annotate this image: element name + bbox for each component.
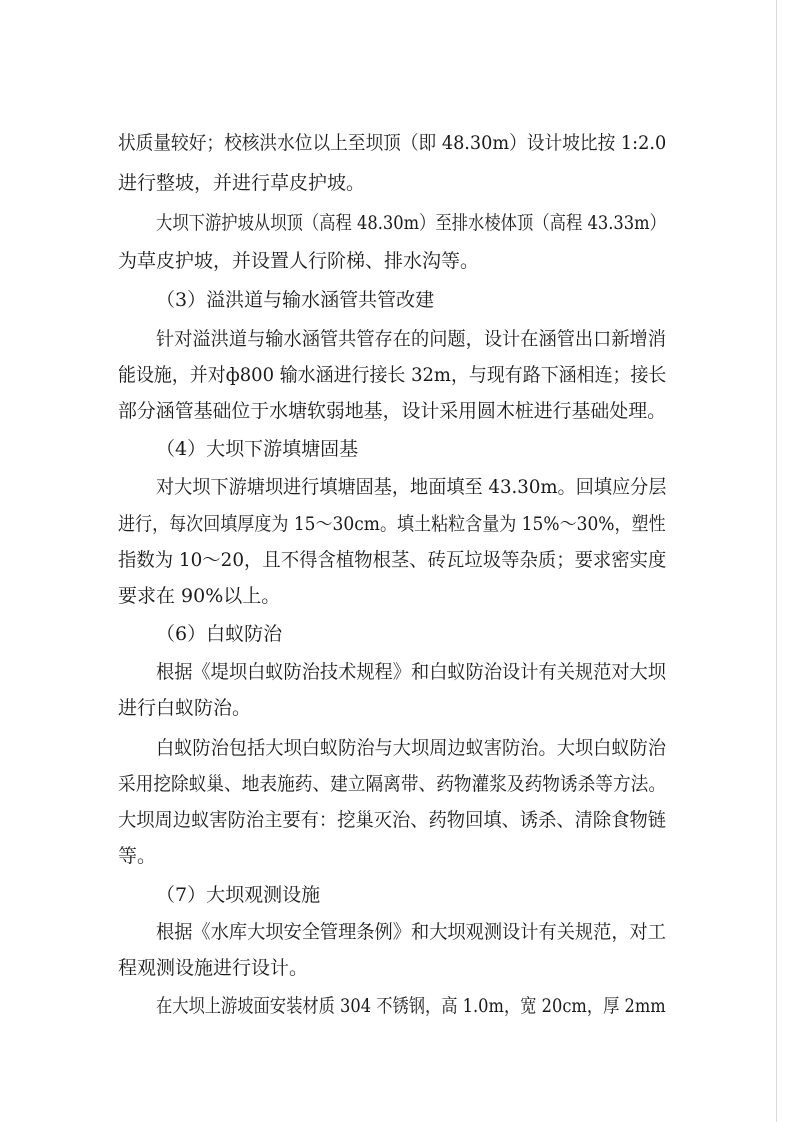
text-line — [0, 736, 793, 760]
line-text: 采用挖除蚁巢、地表施药、建立隔离带、药物灌浆及药物诱杀等方法。 — [118, 773, 667, 795]
line-text: 大坝下游护坡从坝顶（高程 48.30m）至排水棱体顶（高程 43.33m） — [156, 212, 666, 234]
text-line — [0, 399, 793, 423]
text-line — [0, 211, 793, 235]
heading-text: （7）大坝观测设施 — [156, 884, 321, 906]
text-line — [0, 548, 793, 572]
text-line — [0, 808, 793, 832]
line-text: 部分涵管基础位于水塘软弱地基，设计采用圆木桩进行基础处理。 — [118, 400, 667, 422]
text-line — [0, 584, 793, 608]
line-text: 在大坝上游坡面安装材质 304 不锈钢，高 1.0m，宽 20cm，厚 2mm — [156, 995, 666, 1017]
line-text: 大坝周边蚁害防治主要有：挖巢灭治、药物回填、诱杀、清除食物链 — [118, 809, 667, 831]
line-text: 能设施，并对ф800 输水涵进行接长 32m，与现有路下涵相连；接长 — [118, 364, 667, 386]
line-text: 程观测设施进行设计。 — [118, 957, 309, 979]
line-text: 根据《水库大坝安全管理条例》和大坝观测设计有关规范，对工 — [156, 921, 666, 943]
text-line — [0, 131, 793, 155]
text-line — [0, 171, 793, 195]
line-text: 根据《堤坝白蚁防治技术规程》和白蚁防治设计有关规范对大坝 — [156, 661, 666, 683]
text-line — [0, 512, 793, 536]
text-line — [0, 363, 793, 387]
line-text: 白蚁防治包括大坝白蚁防治与大坝周边蚁害防治。大坝白蚁防治 — [156, 737, 666, 759]
line-text: 状质量较好；校核洪水位以上至坝顶（即 48.30m）设计坡比按 1:2.0 — [118, 132, 667, 154]
line-text: 指数为 10～20，且不得含植物根茎、砖瓦垃圾等杂质；要求密实度 — [118, 549, 667, 571]
text-line — [0, 475, 793, 499]
text-line — [0, 920, 793, 944]
text-line — [0, 844, 793, 868]
text-line — [0, 956, 793, 980]
line-text: 进行整坡，并进行草皮护坡。 — [118, 172, 366, 194]
heading-text: （4）大坝下游填塘固基 — [156, 438, 359, 460]
text-line — [0, 994, 793, 1018]
line-text: 针对溢洪道与输水涵管共管存在的问题，设计在涵管出口新增消 — [156, 328, 666, 350]
text-line — [0, 249, 793, 273]
line-text: 进行，每次回填厚度为 15～30cm。填土粘粒含量为 15%～30%，塑性 — [118, 513, 666, 535]
text-line — [0, 660, 793, 684]
heading-text: （6）白蚁防治 — [156, 623, 283, 645]
line-text: 对大坝下游塘坝进行填塘固基，地面填至 43.30m。回填应分层 — [156, 476, 667, 498]
section-heading — [0, 288, 793, 312]
section-heading — [0, 622, 793, 646]
line-text: 等。 — [118, 845, 157, 867]
text-line — [0, 772, 793, 796]
section-heading — [0, 437, 793, 461]
line-text: 要求在 90%以上。 — [118, 585, 281, 607]
line-text: 进行白蚁防治。 — [118, 697, 252, 719]
text-line — [0, 327, 793, 351]
text-line — [0, 696, 793, 720]
line-text: 为草皮护坡，并设置人行阶梯、排水沟等。 — [118, 250, 480, 272]
heading-text: （3）溢洪道与输水涵管共管改建 — [156, 289, 435, 311]
section-heading — [0, 883, 793, 907]
